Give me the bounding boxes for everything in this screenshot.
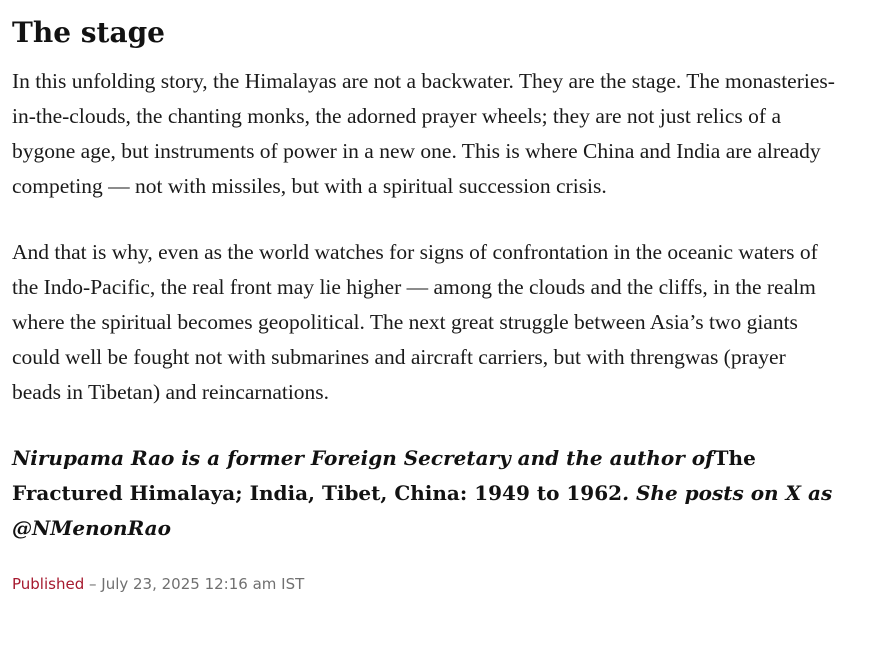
meta-separator: – [84,575,102,593]
author-bio [12,441,837,546]
published-date: July 23, 2025 12:16 am IST [101,575,305,593]
book-title: The Fractured Himalaya; India, Tibet, China: 1949 to 1962 [12,446,756,505]
paragraph-2: And that is why, even as the world watches for signs of confrontation in the oceanic waters of the Indo-Pacific, the real front may lie higher — among the clouds and the cliffs, in the realm where the spiritual becomes geopolitical. The next great struggle between Asia’s two giants could well be fought not with submarines and aircraft carriers, but with threngwas (prayer beads in Tibetan) and reincarnations. [12,240,818,404]
publish-meta [12,574,837,594]
author-bio-intro: Nirupama Rao is a former Foreign Secretary and the author of [12,446,714,470]
author-bio-outro: . She posts on X as @NMenonRao [12,481,833,540]
section-heading: The stage [12,16,165,49]
paragraph-1: In this unfolding story, the Himalayas are not a backwater. They are the stage. The monasteries-in-the-clouds, the chanting monks, the adorned prayer wheels; they are not just relics of a bygone age, but instruments of power in a new one. This is where China and India are already competing — not with missiles, but with a spiritual succession crisis. [12,69,835,198]
article-body [12,14,837,594]
published-label: Published [12,575,85,593]
